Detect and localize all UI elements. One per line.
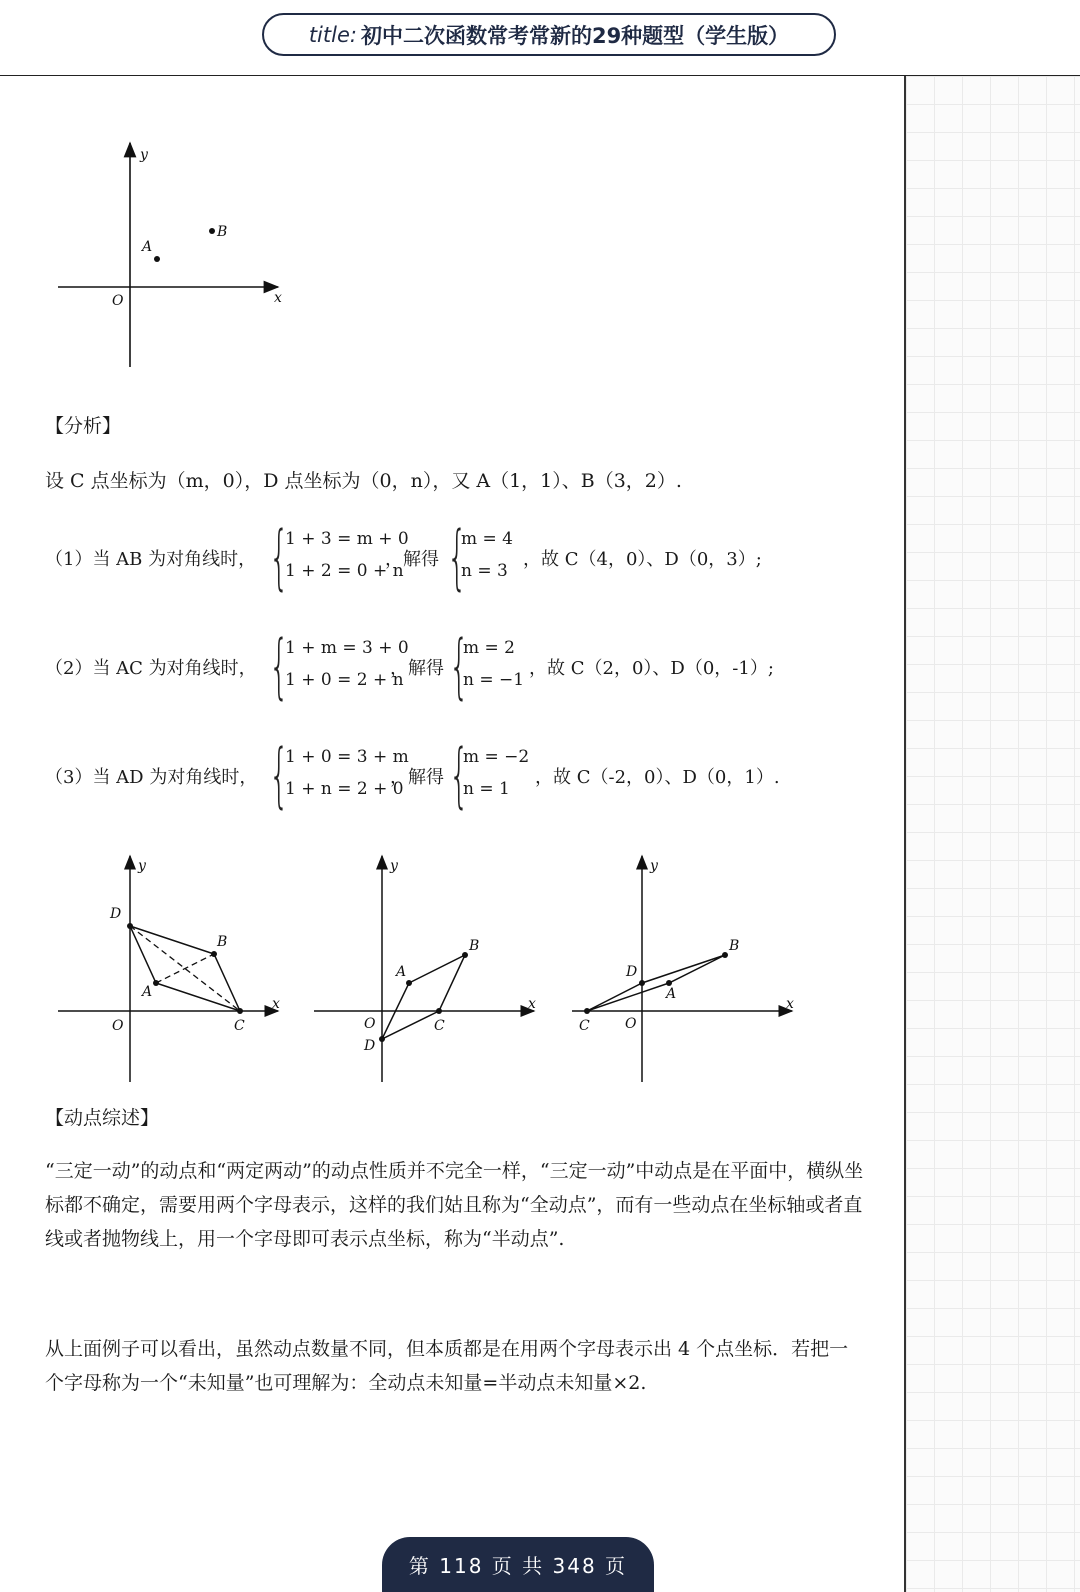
case-2-label: （2）当 AC 为对角线时， [45, 658, 257, 679]
origin-label: O [112, 293, 124, 309]
case-1-brace: { [269, 516, 290, 598]
case-3-sol1: m = −2 [463, 747, 530, 767]
case-1-label: （1）当 AB 为对角线时， [45, 549, 257, 570]
figure-case-2 [312, 850, 552, 1085]
side-grid-panel [904, 76, 1080, 1592]
point-a [153, 980, 159, 986]
case-2-sol1: m = 2 [463, 638, 515, 658]
case-3-result: ，故 C（-2，0）、D（0，1）. [535, 767, 780, 788]
parallelogram [587, 955, 725, 1011]
point-b [462, 952, 468, 958]
point-b-label: B [217, 934, 228, 950]
point-b-label: B [729, 938, 740, 954]
y-axis-label: y [390, 858, 398, 874]
case-1-sol1: m = 4 [461, 529, 513, 549]
parallelogram [382, 955, 465, 1039]
case-2-brace: { [269, 625, 290, 707]
case-2 [45, 625, 865, 707]
point-d [379, 1036, 385, 1042]
summary-heading: 【动点综述】 [45, 1107, 160, 1129]
point-b [209, 228, 215, 234]
point-c [436, 1008, 442, 1014]
y-axis-label: y [138, 858, 146, 874]
case-1 [45, 516, 865, 598]
case-1-sol2: n = 3 [461, 561, 508, 581]
origin-label: O [112, 1018, 124, 1034]
x-axis-label: x [272, 996, 280, 1012]
case-2-solve: ，解得 [390, 658, 444, 679]
figure-points-a-b [50, 135, 300, 375]
case-1-result: ，故 C（4，0）、D（0，3）; [523, 549, 762, 570]
case-2-sol-brace: { [449, 625, 470, 707]
point-b-label: B [217, 224, 228, 240]
summary-paragraph-2: 从上面例子可以看出，虽然动点数量不同，但本质都是在用两个字母表示出 4 个点坐标．若把一个字母称为一个“未知量”也可理解为：全动点未知量=半动点未知量×2. [45, 1338, 849, 1394]
case-1-solve: ，解得 [385, 549, 439, 570]
point-a [154, 256, 160, 262]
point-c-label: C [579, 1018, 590, 1034]
point-b [722, 952, 728, 958]
title-prefix: title: [308, 22, 357, 47]
point-d-label: D [626, 964, 638, 980]
point-d [127, 923, 133, 929]
title-text: 初中二次函数常考常新的29种题型（学生版） [360, 23, 790, 48]
analysis-intro: 设 C 点坐标为（m，0），D 点坐标为（0，n），又 A（1，1）、B（3，2）. [45, 470, 682, 492]
origin-label: O [364, 1016, 376, 1032]
case-2-result: ，故 C（2，0）、D（0，-1）; [529, 658, 774, 679]
case-3-label: （3）当 AD 为对角线时， [45, 767, 258, 788]
point-c-label: C [434, 1018, 445, 1034]
document-title [262, 13, 836, 56]
case-3-eq2: 1 + n = 2 + 0 [285, 779, 404, 799]
point-b [211, 951, 217, 957]
point-c [584, 1008, 590, 1014]
summary-paragraph-1: “三定一动”的动点和“两定两动”的动点性质并不完全一样，“三定一动”中动点是在平面中，横纵坐标都不确定，需要用两个字母表示，这样的我们姑且称为“全动点”，而有一些动点在坐标轴或者直线或者抛物线上，用一个字母即可表示点坐标，称为“半动点”. [45, 1160, 864, 1250]
point-b-label: B [469, 938, 480, 954]
point-a-label: A [142, 984, 153, 1000]
case-3-brace: { [269, 734, 290, 816]
case-2-eq2: 1 + 0 = 2 + n [285, 670, 404, 690]
point-a-label: A [666, 986, 677, 1002]
x-axis-label: x [274, 290, 282, 306]
case-2-eq1: 1 + m = 3 + 0 [285, 638, 409, 658]
point-c [237, 1008, 243, 1014]
page-indicator: 第 118 页 共 348 页 [382, 1537, 654, 1592]
case-3-solve: ，解得 [390, 767, 444, 788]
figure-case-3 [570, 850, 810, 1085]
point-a [406, 980, 412, 986]
case-3 [45, 734, 865, 816]
point-a-label: A [396, 964, 407, 980]
case-1-sol-brace: { [447, 516, 468, 598]
case-3-sol-brace: { [449, 734, 470, 816]
figure-case-1 [50, 850, 300, 1085]
origin-label: O [625, 1016, 637, 1032]
case-2-sol2: n = −1 [463, 670, 525, 690]
point-d-label: D [364, 1038, 376, 1054]
point-a-label: A [142, 239, 153, 255]
point-d-label: D [110, 906, 122, 922]
point-d [639, 980, 645, 986]
diagonal-ab [156, 954, 214, 983]
x-axis-label: x [786, 996, 794, 1012]
y-axis-label: y [140, 147, 148, 163]
case-1-eq1: 1 + 3 = m + 0 [285, 529, 409, 549]
case-1-eq2: 1 + 2 = 0 + n [285, 561, 404, 581]
analysis-heading: 【分析】 [45, 415, 122, 437]
y-axis-label: y [650, 858, 658, 874]
case-3-sol2: n = 1 [463, 779, 510, 799]
point-c-label: C [234, 1018, 245, 1034]
x-axis-label: x [528, 996, 536, 1012]
case-3-eq1: 1 + 0 = 3 + m [285, 747, 409, 767]
